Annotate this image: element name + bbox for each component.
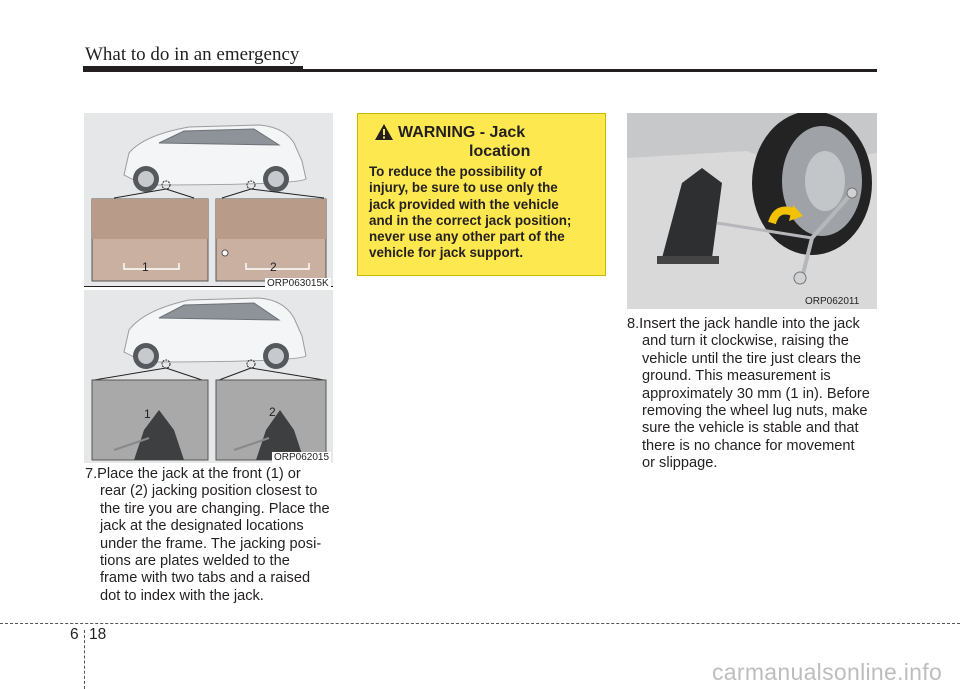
figure-code: ORP062011 (805, 296, 860, 307)
step-8-text (627, 316, 879, 473)
step-line: dot to index with the jack. (100, 587, 264, 604)
section-number: 6 (70, 626, 79, 643)
warning-body (369, 164, 598, 262)
figure-label-2: 2 (270, 260, 277, 274)
jack-handle-illustration (627, 113, 877, 309)
figure-label-2: 2 (269, 405, 276, 419)
warning-title-line2: location (469, 143, 531, 160)
page-number: 18 (89, 626, 107, 643)
step-line: and turn it clockwise, raising the (642, 333, 849, 350)
step-line: approximately 30 mm (1 in). Before (642, 385, 870, 402)
footer-vertical-divider (84, 630, 85, 689)
figure-jack-placement (84, 290, 333, 463)
warning-line: To reduce the possibility of (369, 164, 543, 179)
warning-line: and in the correct jack position; (369, 212, 572, 228)
step-7-text (85, 466, 337, 605)
figure-jack-handle (627, 113, 877, 309)
step-line: removing the wheel lug nuts, make (642, 403, 868, 420)
step-line: rear (2) jacking position closest to (100, 483, 318, 500)
watermark: carmanualsonline.info (712, 659, 943, 685)
step-line: frame with two tabs and a raised (100, 570, 311, 587)
step-line: sure the vehicle is stable and that (642, 420, 859, 437)
warning-line: never use any other part of the (369, 229, 565, 245)
warning-line: injury, be sure to use only the (369, 180, 558, 196)
figure-jacking-points (84, 113, 333, 287)
warning-triangle-icon (374, 123, 394, 141)
car-jack-illustration (84, 290, 333, 463)
step-line: there is no chance for movement (642, 437, 855, 454)
figure-code: ORP063015K (267, 278, 329, 289)
car-side-illustration-top (84, 113, 333, 287)
step-line: the tire you are changing. Place the (100, 500, 330, 517)
warning-box (357, 113, 606, 276)
step-line: tions are plates welded to the (100, 553, 290, 570)
step-line: 8.Insert the jack handle into the jack (627, 316, 860, 332)
step-line: vehicle until the tire just clears the (642, 350, 862, 367)
figure-label-1: 1 (144, 407, 151, 421)
step-line: ground. This measurement is (642, 368, 831, 385)
step-line: jack at the designated locations (100, 518, 304, 535)
figure-code: ORP062015 (274, 452, 330, 463)
warning-title: WARNING - Jack (398, 124, 526, 141)
step-line: 7.Place the jack at the front (1) or (85, 466, 301, 482)
header-rule-accent (83, 66, 303, 72)
step-line: under the frame. The jacking posi- (100, 535, 322, 552)
warning-line: jack provided with the vehicle (369, 196, 559, 212)
footer-divider (0, 623, 960, 624)
warning-line: vehicle for jack support. (369, 245, 524, 261)
figure-label-1: 1 (142, 260, 149, 274)
step-line: or slippage. (642, 455, 718, 472)
page-header-title: What to do in an emergency (85, 44, 300, 65)
